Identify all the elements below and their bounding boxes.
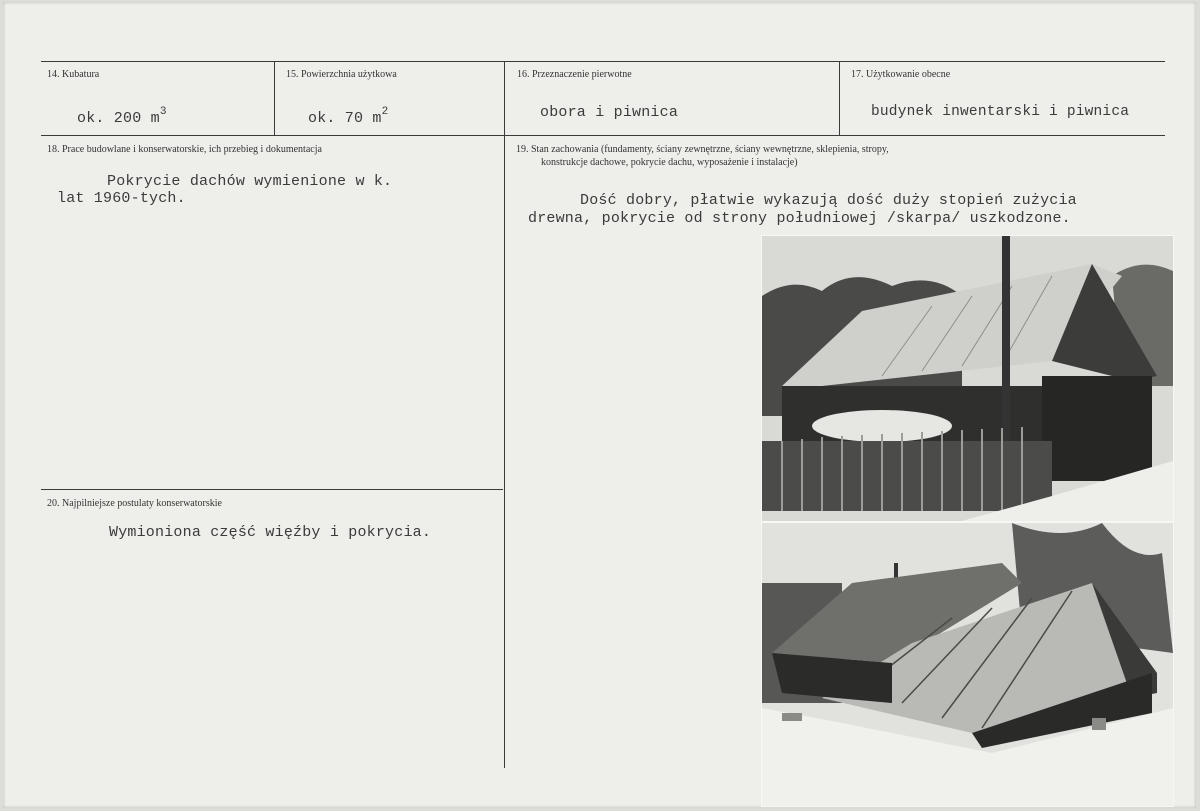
field-15-value — [308, 106, 388, 127]
photo-barn-front-image — [762, 236, 1173, 521]
field-14-value — [77, 106, 167, 127]
field-18-line1: Pokrycie dachów wymienione w k. — [107, 173, 393, 190]
field-15-value-text: ok. 70 m — [308, 110, 382, 127]
field-15-unit-sup: 2 — [381, 106, 389, 118]
field-16-label: 16. Przeznaczenie pierwotne — [517, 69, 632, 80]
field-17-label: 17. Użytkowanie obecne — [851, 69, 951, 80]
rule-v3 — [839, 62, 840, 136]
field-18-label: 18. Prace budowlane i konserwatorskie, ich przebieg i dokumentacja — [47, 144, 322, 155]
field-19-label-line1: 19. Stan zachowania (fundamenty, ściany zewnętrzne, ściany wewnętrzne, sklepienia, stropy, — [516, 144, 889, 155]
photo-barn-roof — [761, 522, 1174, 807]
rule-row1-bottom — [41, 135, 1165, 136]
field-20-value: Wymioniona część więźby i pokrycia. — [109, 524, 432, 541]
record-card — [3, 2, 1196, 808]
rule-v2 — [504, 62, 505, 768]
field-14-value-text: ok. 200 m — [77, 110, 160, 127]
field-14-label: 14. Kubatura — [47, 69, 100, 80]
field-19-line2: drewna, pokrycie od strony południowej /skarpa/ uszkodzone. — [528, 210, 1071, 227]
field-20-label: 20. Najpilniejsze postulaty konserwatorskie — [47, 498, 222, 509]
field-16-value: obora i piwnica — [540, 104, 679, 121]
field-17-value: budynek inwentarski i piwnica — [871, 104, 1130, 120]
field-15-label: 15. Powierzchnia użytkowa — [286, 69, 397, 80]
field-19-label-line2: konstrukcje dachowe, pokrycie dachu, wyposażenie i instalacje) — [541, 157, 798, 168]
rule-v1 — [274, 62, 275, 136]
photo-barn-front — [761, 235, 1174, 522]
rule-top — [41, 61, 1165, 62]
field-18-line2: lat 1960-tych. — [57, 190, 186, 207]
rule-field20-top — [41, 489, 503, 490]
field-19-line1: Dość dobry, płatwie wykazują dość duży stopień zużycia — [580, 192, 1077, 209]
photo-barn-roof-image — [762, 523, 1173, 806]
field-14-unit-sup: 3 — [159, 106, 167, 118]
